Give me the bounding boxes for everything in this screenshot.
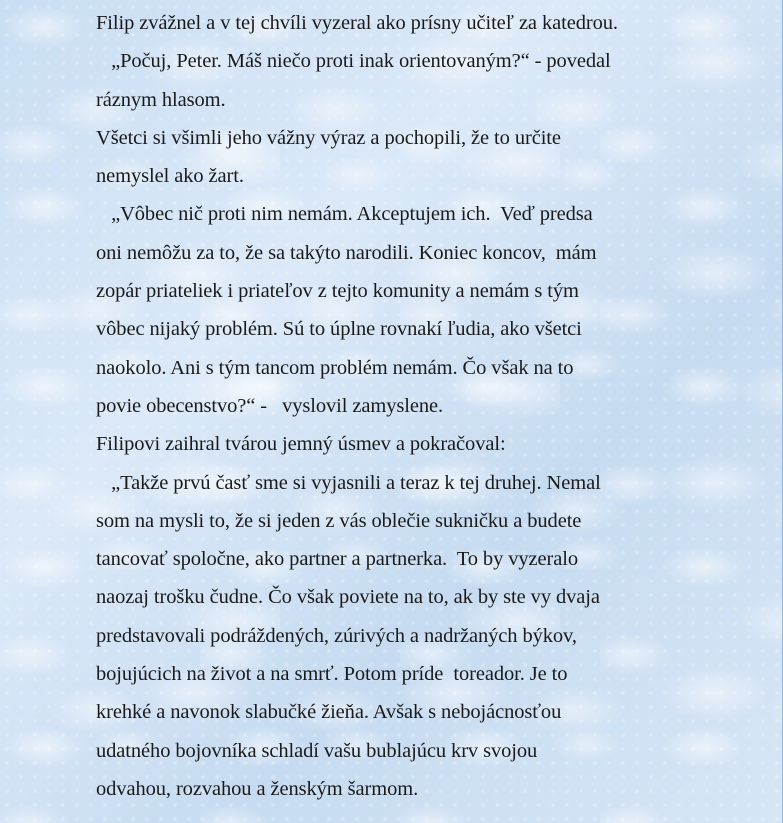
text-line: oni nemôžu za to, že sa takýto narodili. Koniec koncov, mám: [96, 241, 597, 264]
text-line: „Vôbec nič proti nim nemám. Akceptujem ich. Veď predsa: [96, 203, 593, 226]
text-line: „Počuj, Peter. Máš niečo proti inak orientovaným?“ - povedal: [96, 50, 611, 73]
text-line: zopár priateliek i priateľov z tejto komunity a nemám s tým: [96, 280, 579, 303]
text-line: nemyslel ako žart.: [96, 165, 244, 188]
text-line: Filip zvážnel a v tej chvíli vyzeral ako prísny učiteľ za katedrou.: [96, 12, 618, 34]
text-line: tancovať spoločne, ako partner a partnerka. To by vyzeralo: [96, 548, 579, 571]
text-line: naozaj trošku čudne. Čo však poviete na to, ak by ste vy dvaja: [96, 586, 600, 609]
text-line: som na mysli to, že si jeden z vás oblečie sukničku a budete: [96, 509, 582, 532]
text-line: odvahou, rozvahou a ženským šarmom.: [96, 777, 419, 800]
text-line: krehké a navonok slabučké žieňa. Avšak s nebojácnosťou: [96, 701, 562, 724]
text-line: ráznym hlasom.: [96, 88, 226, 111]
text-line: Filipovi zaihral tvárou jemný úsmev a pokračoval:: [96, 433, 506, 456]
text-line: povie obecenstvo?“ - vyslovil zamyslene.: [96, 394, 444, 417]
story-text: [96, 4, 696, 808]
text-line: naokolo. Ani s tým tancom problém nemám. Čo však na to: [96, 356, 574, 379]
text-line: vôbec nijaký problém. Sú to úplne rovnakí ľudia, ako všetci: [96, 318, 582, 341]
text-line: predstavovali podráždených, zúrivých a nadržaných býkov,: [96, 624, 577, 647]
text-line: bojujúcich na život a na smrť. Potom príde toreador. Je to: [96, 663, 568, 686]
text-line: Všetci si všimli jeho vážny výraz a pochopili, že to určite: [96, 126, 561, 149]
text-line: udatného bojovníka schladí vašu bublajúcu krv svojou: [96, 739, 538, 762]
text-line: „Takže prvú časť sme si vyjasnili a teraz k tej druhej. Nemal: [96, 471, 601, 494]
